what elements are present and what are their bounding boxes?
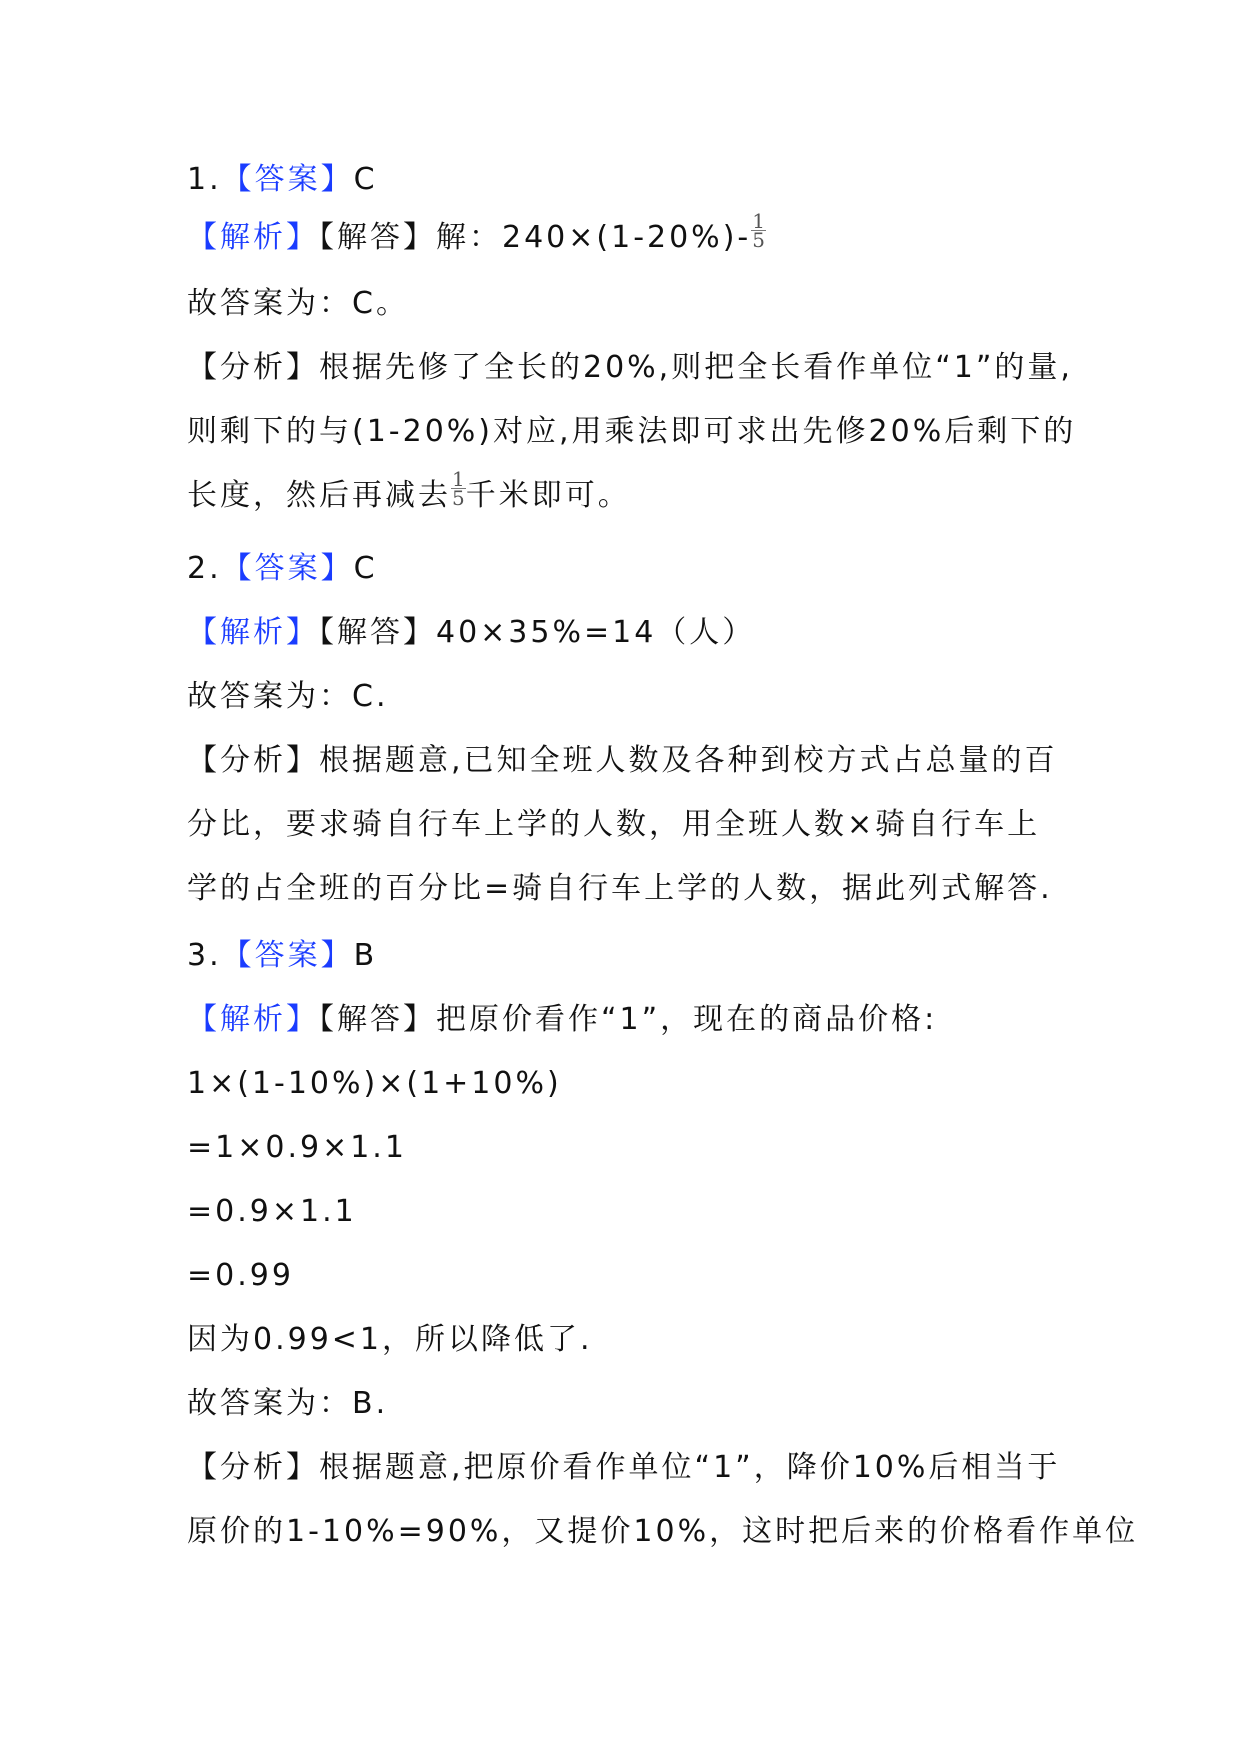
q3-solution-line <box>187 994 937 1046</box>
q2-analysis-line-2: 分比，要求骑自行车上学的人数，用全班人数×骑自行车上 <box>187 807 1041 842</box>
q1-analysis-fraction <box>451 467 466 510</box>
q1-analysis-line-1: 【分析】根据先修了全长的20%,则把全长看作单位“1”的量, <box>187 350 1073 385</box>
q2-conclusion: 故答案为：C. <box>187 679 389 714</box>
q3-analysis-line-1: 【分析】根据题意,把原价看作单位“1”，降价10%后相当于 <box>187 1450 1061 1485</box>
q3-analysis-tag: 【解析】 <box>187 1002 319 1037</box>
q3-calc-line-4: =0.99 <box>187 1258 294 1293</box>
q2-solution-text: 【解答】40×35%=14（人） <box>319 615 756 650</box>
q3-answer-tag: 【答案】 <box>221 938 354 973</box>
q1-analysis-tag: 【解析】 <box>187 220 319 255</box>
q1-analysis-line-3-start: 长度，然后再减去 <box>187 478 451 513</box>
q1-analysis-line-3-end: 千米即可。 <box>465 478 631 513</box>
q1-analysis-line-2: 则剩下的与(1-20%)对应,用乘法即可求出先修20%后剩下的 <box>187 414 1077 449</box>
q1-analysis-fraction-denominator: 5 <box>452 486 465 510</box>
q3-number: 3. <box>187 938 222 973</box>
q1-solution-text: 【解答】解：240×(1-20%)- <box>319 220 752 255</box>
q1-analysis-line-3 <box>187 467 631 522</box>
q3-reason: 因为0.99<1，所以降低了. <box>187 1322 593 1357</box>
q2-solution-line <box>187 607 755 659</box>
q1-analysis-fraction-numerator: 1 <box>452 467 465 491</box>
q3-answer-value: B <box>353 938 378 973</box>
q2-number: 2. <box>187 551 222 586</box>
q2-answer-line <box>187 543 378 595</box>
q1-fraction <box>751 209 766 252</box>
q1-fraction-denominator: 5 <box>752 228 765 252</box>
q1-number: 1. <box>187 162 222 197</box>
q1-answer-line <box>187 154 378 206</box>
q3-calc-line-3: =0.9×1.1 <box>187 1194 357 1229</box>
q1-solution-line <box>187 209 766 264</box>
q3-conclusion: 故答案为：B. <box>187 1386 389 1421</box>
q3-calc-line-2: =1×0.9×1.1 <box>187 1130 407 1165</box>
q2-answer-value: C <box>353 551 378 586</box>
q2-analysis-tag: 【解析】 <box>187 615 319 650</box>
q1-conclusion: 故答案为：C。 <box>187 286 409 321</box>
q1-answer-tag: 【答案】 <box>221 162 354 197</box>
q3-answer-line <box>187 930 377 982</box>
q3-analysis-line-2: 原价的1-10%=90%，又提价10%，这时把后来的价格看作单位 <box>187 1514 1139 1549</box>
q2-analysis-line-1: 【分析】根据题意,已知全班人数及各种到校方式占总量的百 <box>187 743 1058 778</box>
q2-analysis-line-3: 学的占全班的百分比=骑自行车上学的人数，据此列式解答. <box>187 871 1053 906</box>
q2-answer-tag: 【答案】 <box>221 551 354 586</box>
q3-solution-text: 【解答】把原价看作“1”，现在的商品价格: <box>319 1002 938 1037</box>
q3-calc-line-1: 1×(1-10%)×(1+10%) <box>187 1066 562 1101</box>
q1-answer-value: C <box>353 162 378 197</box>
q1-fraction-numerator: 1 <box>752 209 765 233</box>
